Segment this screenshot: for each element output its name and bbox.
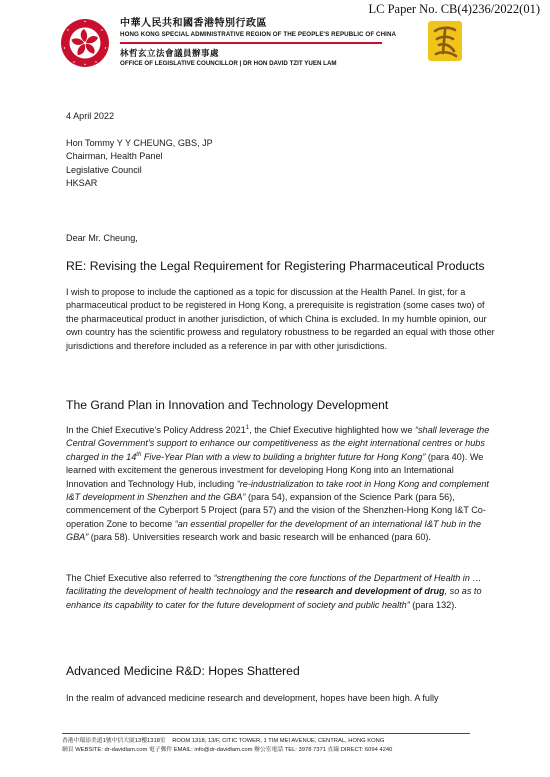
footnote-ref: 1 <box>245 424 250 431</box>
recipient-line: HKSAR <box>66 178 98 189</box>
section-heading-advanced-medicine: Advanced Medicine R&D: Hopes Shattered <box>66 664 300 678</box>
section-heading-grand-plan: The Grand Plan in Innovation and Technology Development <box>66 398 389 412</box>
footer-address-en: ROOM 1318, 13/F, CITIC TOWER, 1 TIM MEI AVENUE, CENTRAL, HONG KONG <box>172 738 385 744</box>
letterhead-cn-region: 中華人民共和國香港特別行政區 <box>120 18 267 29</box>
grand-plan-paragraph: In the Chief Executive’s Policy Address 2021$^1$, the Chief Executive highlighted how we “shall leverage the Central Government’s support to enhance our competitiveness as the eight international centres or hubs charged in the 14th Five-Year Plan with a view to building a brighter future for Hong Kong” (para 40). We learned with excitement the generous investment for developing Hong Kong into an International Innovation and Technology Hub, including “re-industrialization to take root in Hong Kong and complement I&T development in Shenzhen and the GBA” (para 54), expansion of the Science Park (para 56), commencement of the Cyberport 5 Project (para 57) and the vision of the Shenzhen-Hong Kong I&T Co-operation Zone to become “an essential propeller for the development of an international I&T hub in the GBA” (para 58). Universities research work and basic research will be enhanced (para 60). <box>66 424 490 543</box>
letter-date: 4 April 2022 <box>66 111 115 121</box>
letterhead <box>120 18 410 68</box>
recipient-line: Legislative Council <box>66 164 142 175</box>
department-of-health-paragraph: The Chief Executive also referred to “strengthening the core functions of the Department of Health in … facilitating the development of health technology and the research and development of drug, so as to enhance its capability to cater for the future development of society and public health” (para 132). <box>66 573 482 610</box>
advanced-medicine-paragraph: In the realm of advanced medicine research and development, hopes have been high. A fully <box>66 693 439 703</box>
paper-number: LC Paper No. CB(4)236/2022(01) <box>368 2 540 16</box>
footer-contact: 網頁 WEBSITE: dr-davidlam.com 電子郵件 EMAIL: info@dr-davidlam.com 辦公室電話 TEL: 3978 7371 直線 DIRECT: 6094 4240 <box>62 747 393 753</box>
intro-paragraph: I wish to propose to include the captioned as a topic for discussion at the Health Panel. In gist, for a pharmaceutical product to be registered in Hong Kong, a prerequisite is registration (some cases two) of the pharmaceutical product in another jurisdiction, of which China is excluded. In my humble opinion, our own country has the scientific prowess and regulatory robustness to be regarded an equal with those other jurisdictions and therefore included as a reference in par with other jurisdictions. <box>66 287 495 351</box>
hksar-emblem-icon <box>60 18 110 68</box>
salutation: Dear Mr. Cheung, <box>66 233 138 243</box>
footer-address <box>62 737 492 745</box>
footer-divider <box>62 733 470 734</box>
letterhead-en-office: OFFICE OF LEGISLATIVE COUNCILLOR | DR HON DAVID TZIT YUEN LAM <box>120 60 337 67</box>
subject-heading: RE: Revising the Legal Requirement for Registering Pharmaceutical Products <box>66 259 485 273</box>
recipient-line: Hon Tommy Y Y CHEUNG, GBS, JP <box>66 138 213 148</box>
footer-address-cn: 香港中環添美道1號中信大廈13樓1318室 <box>62 738 166 744</box>
party-logo-icon <box>428 21 462 61</box>
letterhead-en-region: HONG KONG SPECIAL ADMINISTRATIVE REGION OF THE PEOPLE'S REPUBLIC OF CHINA <box>120 31 397 38</box>
recipient-line: Chairman, Health Panel <box>66 151 163 162</box>
recipient-block <box>66 137 496 191</box>
letterhead-cn-office: 林哲玄立法會議員辦事處 <box>120 48 220 58</box>
letterhead-divider <box>120 42 382 44</box>
